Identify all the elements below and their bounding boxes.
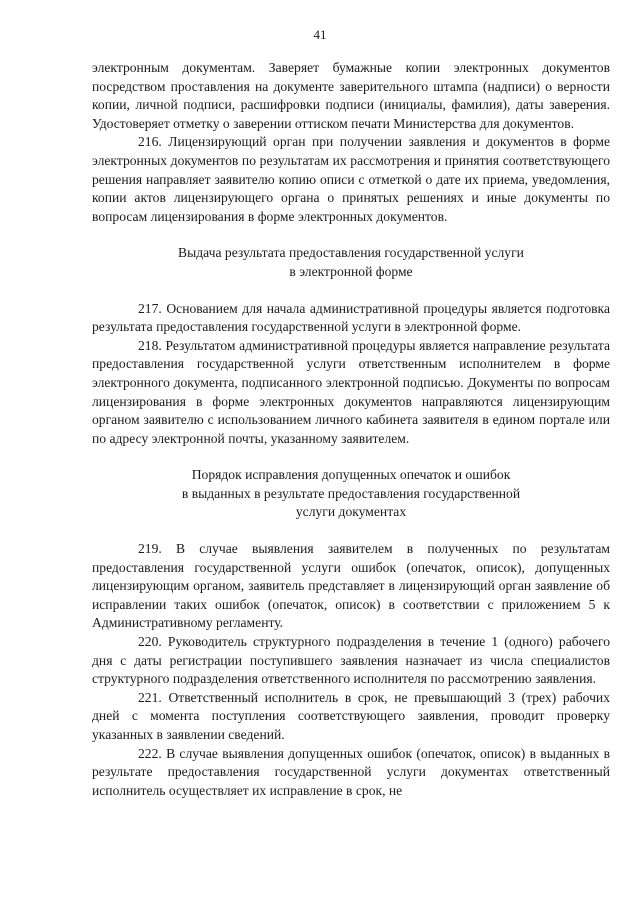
paragraph-222: 222. В случае выявления допущенных ошибок (опечаток, описок) в выданных в результате предоставления государственной услуги документах ответственный исполнитель осуществляет их исправление в срок, не <box>92 745 610 798</box>
heading-line: Выдача результата предоставления государственной услуги <box>178 245 524 261</box>
paragraph-216: 216. Лицензирующий орган при получении заявления и документов в форме электронных документов по результатам их рассмотрения и принятия соответствующего решения направляет заявителю копию описи с отметкой о дате их приема, уведомления, копии актов лицензирующего органа о принятых решениях и иные документы по вопросам лицензирования в форме электронных документов. <box>92 134 610 224</box>
heading-line: Порядок исправления допущенных опечаток и ошибок <box>191 467 511 483</box>
spacer <box>92 226 610 244</box>
spacer <box>92 282 610 300</box>
paragraph-219: 219. В случае выявления заявителем в полученных по результатам предоставления государственной услуги ошибок (опечаток, описок), допущенных лицензирующим органом, заявитель представляет в лицензирующий орган заявление об исправлении таких ошибок (опечаток, описок) в соответствии с приложением 5 к Административному регламенту. <box>92 541 610 631</box>
heading-line: в выданных в результате предоставления государственной <box>181 485 521 501</box>
paragraph-221: 221. Ответственный исполнитель в срок, не превышающий 3 (трех) рабочих дней с момента поступления соответствующего заявления, проводит проверку указанных в заявлении сведений. <box>92 689 610 742</box>
section-heading-result-issuance <box>92 244 610 281</box>
section-heading-error-correction <box>92 466 610 522</box>
page-number: 41 <box>313 27 327 42</box>
document-body <box>92 59 610 800</box>
heading-line: в электронной форме <box>289 263 413 279</box>
paragraph-intro: электронным документам. Заверяет бумажные копии электронных документов посредством проставления на документе заверительного штампа (надписи) о верности копии, личной подписи, расшифровки подписи (инициалы, фамилия), даты заверения. Удостоверяет отметку о заверении оттиском печати Министерства для документов. <box>92 60 610 131</box>
spacer <box>92 522 610 540</box>
paragraph-218: 218. Результатом административной процедуры является направление результата предоставления государственной услуги ответственным исполнителем в форме электронного документа, подписанного электронной подписью. Документы по вопросам лицензирования в форме электронных документов направляются лицензирующим органом заявителю с использованием личного кабинета заявителя в едином портале или по адресу электронной почты, указанному заявителем. <box>92 337 610 446</box>
heading-line: услуги документах <box>295 504 407 520</box>
paragraph-220: 220. Руководитель структурного подразделения в течение 1 (одного) рабочего дня с даты регистрации поступившего заявления назначает из числа специалистов структурного подразделения ответственного исполнителя по рассмотрению заявления. <box>92 634 610 687</box>
spacer <box>92 448 610 466</box>
paragraph-217: 217. Основанием для начала административной процедуры является подготовка результата предоставления государственной услуги в электронной форме. <box>92 300 610 335</box>
